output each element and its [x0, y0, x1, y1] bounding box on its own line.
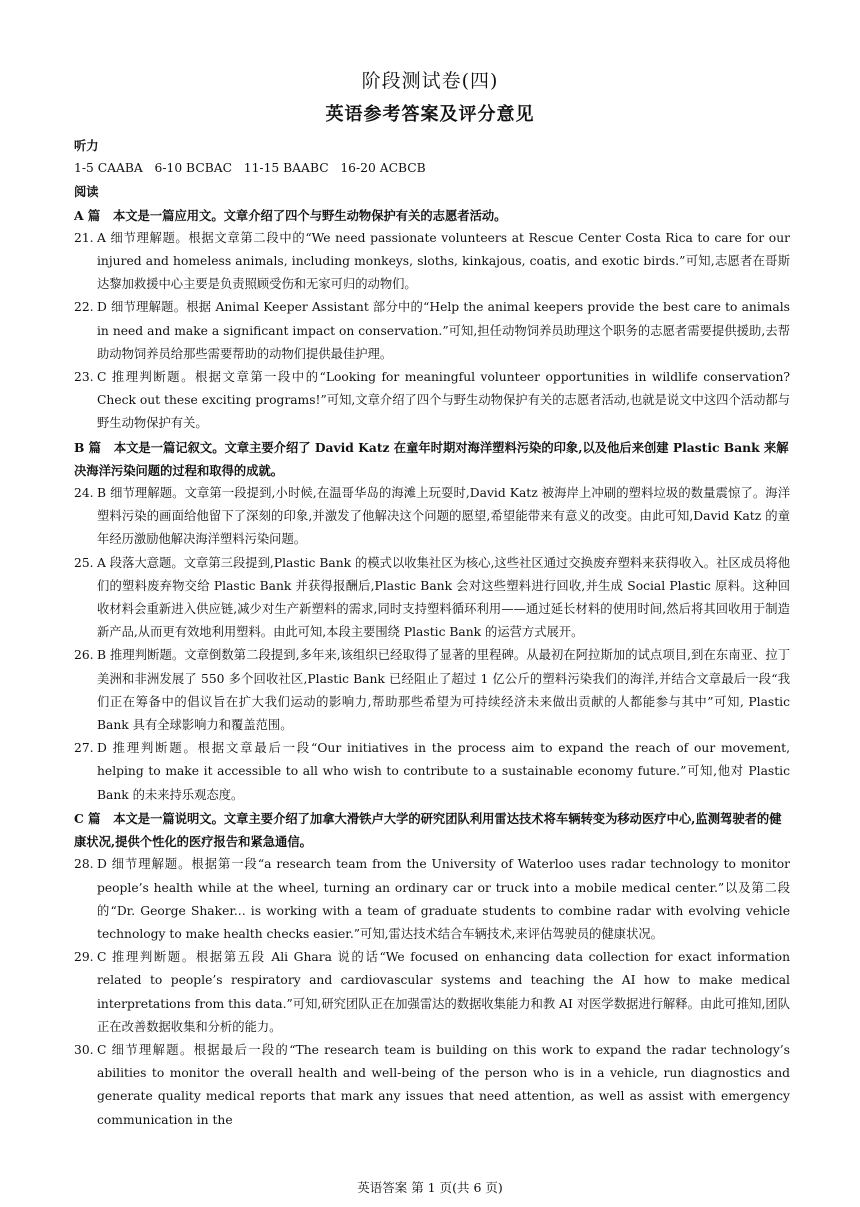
answer-item-30	[74, 1039, 790, 1132]
question-number: 24.	[74, 486, 94, 501]
page-subtitle: 英语参考答案及评分意见	[325, 104, 535, 125]
answer-explanation: C 细节理解题。根据最后一段的“The research team is building on this work to expand the radar technology’s abilities to monitor the overall health and well-being of the person who is in a vehicle, run diagnostics and generate quality medical reports that mark any issues that need attention, as well as assist with emergency communication in the	[97, 1042, 790, 1127]
answer-explanation: D 推理判断题。根据文章最后一段“Our initiatives in the process aim to expand the reach of our movement, helping to make it accessible to all who wish to contribute to a sustainable economy future.”可知,他对 Plastic Bank 的未来持乐观态度。	[97, 741, 790, 802]
page-title: 阶段测试卷(四)	[361, 70, 499, 92]
question-number: 28.	[74, 857, 94, 872]
answer-item-28	[74, 853, 790, 946]
question-number: 30.	[74, 1042, 94, 1057]
question-number: 27.	[74, 741, 94, 756]
answer-content	[74, 134, 790, 1132]
question-number: 23.	[74, 370, 94, 385]
answer-explanation: B 推理判断题。文章倒数第二段提到,多年来,该组织已经取得了显著的里程碑。从最初在阿拉斯加的试点项目,到在东南亚、拉丁美洲和非洲发展了 550 多个回收社区,Plastic Bank 已经阻止了超过 1 亿公斤的塑料污染我们的海洋,并结合文章最后一段“我们正在筹备中的倡议旨在扩大我们运动的影响力,帮助那些希望为可持续经济未来做出贡献的人都能参与其中”可知, Plastic Bank 具有全球影响力和覆盖范围。	[97, 648, 790, 733]
reading-heading: 阅读	[74, 184, 99, 200]
section-c-intro: C 篇 本文是一篇说明文。文章主要介绍了加拿大滑铁卢大学的研究团队利用雷达技术将车辆转变为移动医疗中心,监测驾驶者的健康状况,提供个性化的医疗报告和紧急通信。	[74, 810, 782, 850]
listening-heading: 听力	[74, 138, 99, 153]
page-footer: 英语答案 第 1 页(共 6 页)	[357, 1180, 503, 1195]
section-b-intro: B 篇 本文是一篇记叙文。文章主要介绍了 David Katz 在童年时期对海洋塑料污染的印象,以及他后来创建 Plastic Bank 来解决海洋污染问题的过程和取得的成就。	[74, 439, 789, 478]
answer-explanation: C 推理判断题。根据第五段 Ali Ghara 说的话“We focused on enhancing data collection for exact information related to people’s respiratory and cardiovascular systems and teaching the AI how to make medical interpretations from this data.”可知,研究团队正在加强雷达的数据收集能力和教 AI 对医学数据进行解释。由此可推知,团队正在改善数据收集和分析的能力。	[97, 950, 790, 1034]
answer-item-26	[74, 644, 790, 737]
answer-item-23	[74, 366, 790, 436]
answer-explanation: D 细节理解题。根据 Animal Keeper Assistant 部分中的“Help the animal keepers provide the best care to animals in need and make a significant impact on conservation.”可知,担任动物饲养员助理这个职务的志愿者需要提供援助,去帮助动物饲养员给那些需要帮助的动物们提供最佳护理。	[97, 300, 790, 361]
answer-explanation: C 推理判断题。根据文章第一段中的“Looking for meaningful volunteer opportunities in wildlife conservation? Check out these exciting programs!”可知,文章介绍了四个与野生动物保护有关的志愿者活动,也就是说文中这四个活动都与野生动物保护有关。	[97, 370, 790, 431]
answer-explanation: A 段落大意题。文章第三段提到,Plastic Bank 的模式以收集社区为核心,这些社区通过交换废弃塑料来获得收入。社区成员将他们的塑料废弃物交给 Plastic Bank 并获得报酬后,Plastic Bank 会对这些塑料进行回收,并生成 Social Plastic 原料。这种回收材料会重新进入供应链,减少对生产新塑料的需求,同时支持塑料循环利用——通过延长材料的使用时间,然后将其回收用于制造新产品,从而更有效地利用塑料。由此可知,本段主要围绕 Plastic Bank 的运营方式展开。	[97, 555, 790, 640]
question-number: 25.	[74, 555, 94, 570]
answer-item-27	[74, 737, 790, 807]
answer-explanation: B 细节理解题。文章第一段提到,小时候,在温哥华岛的海滩上玩耍时,David Katz 被海岸上冲刷的塑料垃圾的数量震惊了。海洋塑料污染的画面给他留下了深刻的印象,并激发了他解决这个问题的愿望,希望能带来有意义的改变。由此可知,David Katz 的童年经历激励他解决海洋塑料污染问题。	[97, 486, 790, 547]
answer-explanation: D 细节理解题。根据第一段“a research team from the University of Waterloo uses radar technology to monitor people’s health while at the wheel, turning an ordinary car or truck into a mobile medical center.”以及第二段的“Dr. George Shaker... is working with a team of graduate students to combine radar with evolving vehicle technology to make health checks easier.”可知,雷达技术结合车辆技术,来评估驾驶员的健康状况。	[97, 857, 790, 941]
section-a-intro: A 篇 本文是一篇应用文。文章介绍了四个与野生动物保护有关的志愿者活动。	[74, 207, 507, 223]
question-number: 29.	[74, 950, 94, 965]
answer-item-22	[74, 296, 790, 366]
answer-item-24	[74, 482, 790, 552]
question-number: 26.	[74, 648, 94, 663]
answer-item-21	[74, 227, 790, 297]
question-number: 22.	[74, 300, 94, 315]
answer-explanation: A 细节理解题。根据文章第二段中的“We need passionate volunteers at Rescue Center Costa Rica to care for our injured and homeless animals, including monkeys, sloths, kinkajous, coatis, and exotic birds.”可知,志愿者在哥斯达黎加救援中心主要是负责照顾受伤和无家可归的动物们。	[97, 230, 790, 292]
question-number: 21.	[74, 230, 94, 245]
listening-answers: 1-5 CAABA 6-10 BCBAC 11-15 BAABC 16-20 ACBCB	[74, 161, 426, 176]
answer-item-25	[74, 552, 790, 645]
answer-item-29	[74, 946, 790, 1039]
